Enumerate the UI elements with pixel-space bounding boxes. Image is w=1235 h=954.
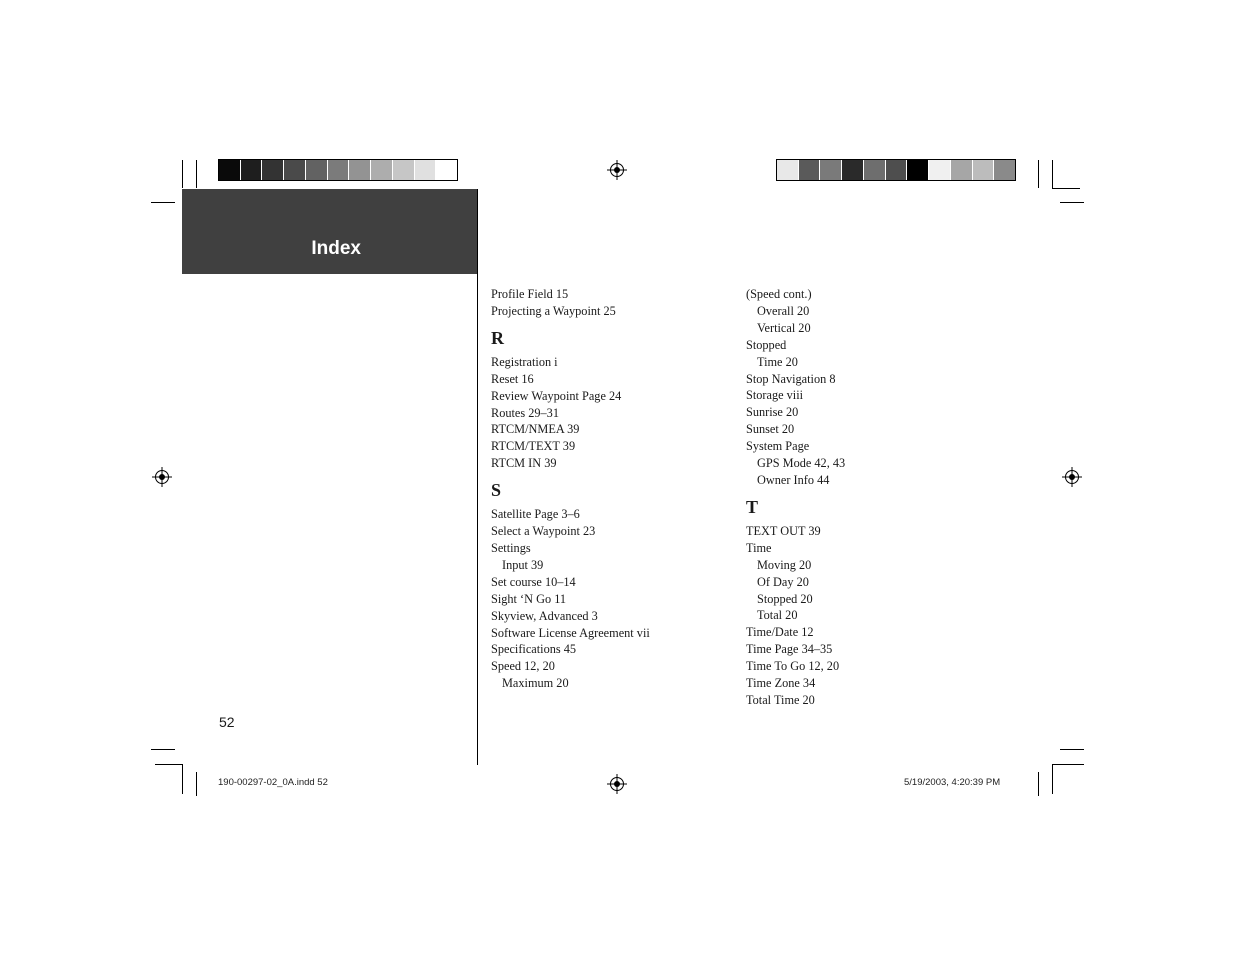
color-swatch	[436, 160, 457, 180]
color-swatch	[951, 160, 973, 180]
color-swatch	[842, 160, 864, 180]
color-swatch	[994, 160, 1015, 180]
index-subentry: Of Day 20	[757, 574, 809, 589]
index-entry: Registration i	[491, 354, 558, 369]
color-swatch	[777, 160, 799, 180]
color-swatch	[799, 160, 821, 180]
color-swatch	[306, 160, 328, 180]
crop-mark	[196, 160, 197, 188]
index-column-1	[491, 286, 650, 692]
index-entry: Time	[746, 540, 772, 555]
color-swatch	[864, 160, 886, 180]
color-swatch	[393, 160, 415, 180]
crop-mark	[151, 202, 175, 203]
index-entry: Speed 12, 20	[491, 659, 555, 674]
index-subentry: Owner Info 44	[757, 472, 830, 487]
color-swatch	[262, 160, 284, 180]
index-subentry: Input 39	[502, 557, 544, 572]
index-entry: Sunrise 20	[746, 405, 799, 420]
index-entry: Projecting a Waypoint 25	[491, 303, 616, 318]
index-subentry: Overall 20	[757, 303, 810, 318]
crop-mark	[151, 749, 175, 750]
index-subentry: Time 20	[757, 354, 798, 369]
index-entry: Sunset 20	[746, 422, 795, 437]
column-divider	[477, 189, 478, 765]
crop-mark	[196, 772, 197, 796]
index-entry: Review Waypoint Page 24	[491, 388, 622, 403]
index-entry: RTCM/NMEA 39	[491, 422, 580, 437]
registration-mark-icon	[155, 470, 169, 484]
color-swatch	[973, 160, 995, 180]
crop-mark	[155, 764, 183, 765]
index-entry: Software License Agreement vii	[491, 625, 650, 640]
index-column-2	[746, 286, 845, 709]
index-subentry: Total 20	[757, 608, 798, 623]
index-entry: Time Zone 34	[746, 676, 816, 691]
crop-mark	[182, 160, 183, 188]
index-entry: Stopped	[746, 337, 787, 352]
index-entry: Skyview, Advanced 3	[491, 608, 598, 623]
index-entry: Stop Navigation 8	[746, 371, 836, 386]
crop-mark	[1052, 188, 1080, 189]
color-swatch	[219, 160, 241, 180]
index-entry: Settings	[491, 540, 531, 555]
page-number: 52	[219, 714, 235, 730]
index-entry: Total Time 20	[746, 692, 815, 707]
color-swatch	[907, 160, 929, 180]
index-entry: Specifications 45	[491, 642, 577, 657]
color-swatch	[284, 160, 306, 180]
registration-mark-icon	[1065, 470, 1079, 484]
color-swatch	[415, 160, 437, 180]
registration-mark-icon	[610, 777, 624, 791]
crop-mark	[1060, 749, 1084, 750]
index-entry: Reset 16	[491, 371, 534, 386]
registration-mark-icon	[610, 163, 624, 177]
index-entry: Profile Field 15	[491, 287, 569, 301]
index-entry: Select a Waypoint 23	[491, 524, 596, 539]
color-bar-left	[218, 159, 458, 181]
color-bar-right	[776, 159, 1016, 181]
index-entry: System Page	[746, 439, 810, 454]
index-subentry: Vertical 20	[757, 320, 811, 335]
crop-mark	[1052, 160, 1053, 188]
index-letter-heading: S	[491, 480, 502, 501]
index-entry: Time/Date 12	[746, 625, 814, 640]
color-swatch	[371, 160, 393, 180]
color-swatch	[349, 160, 371, 180]
color-swatch	[820, 160, 842, 180]
crop-mark	[1038, 160, 1039, 188]
index-subentry: Maximum 20	[502, 676, 569, 691]
index-entry: RTCM/TEXT 39	[491, 439, 576, 454]
crop-mark	[1052, 764, 1084, 765]
crop-mark	[182, 764, 183, 794]
index-letter-heading: R	[491, 327, 504, 348]
index-entry: Time Page 34–35	[746, 642, 833, 657]
index-entry: Routes 29–31	[491, 405, 559, 420]
index-subentry: GPS Mode 42, 43	[757, 456, 846, 471]
index-letter-heading: T	[746, 496, 759, 517]
index-entry: TEXT OUT 39	[746, 523, 821, 538]
index-entry: (Speed cont.)	[746, 287, 812, 301]
page-title: Index	[311, 238, 361, 259]
footer-file: 190-00297-02_0A.indd 52	[218, 777, 328, 788]
color-swatch	[241, 160, 263, 180]
color-swatch	[328, 160, 350, 180]
index-entry: Time To Go 12, 20	[746, 659, 840, 674]
index-entry: Satellite Page 3–6	[491, 507, 580, 522]
index-entry: RTCM IN 39	[491, 456, 557, 471]
color-swatch	[929, 160, 951, 180]
index-entry: Set course 10–14	[491, 574, 576, 589]
crop-mark	[1052, 764, 1053, 794]
section-header	[182, 189, 477, 274]
index-entry: Sight ‘N Go 11	[491, 591, 567, 606]
footer-timestamp: 5/19/2003, 4:20:39 PM	[904, 777, 1001, 788]
color-swatch	[886, 160, 908, 180]
index-entry: Storage viii	[746, 388, 804, 403]
crop-mark	[1038, 772, 1039, 796]
index-subentry: Moving 20	[757, 557, 812, 572]
crop-mark	[1060, 202, 1084, 203]
index-subentry: Stopped 20	[757, 591, 813, 606]
